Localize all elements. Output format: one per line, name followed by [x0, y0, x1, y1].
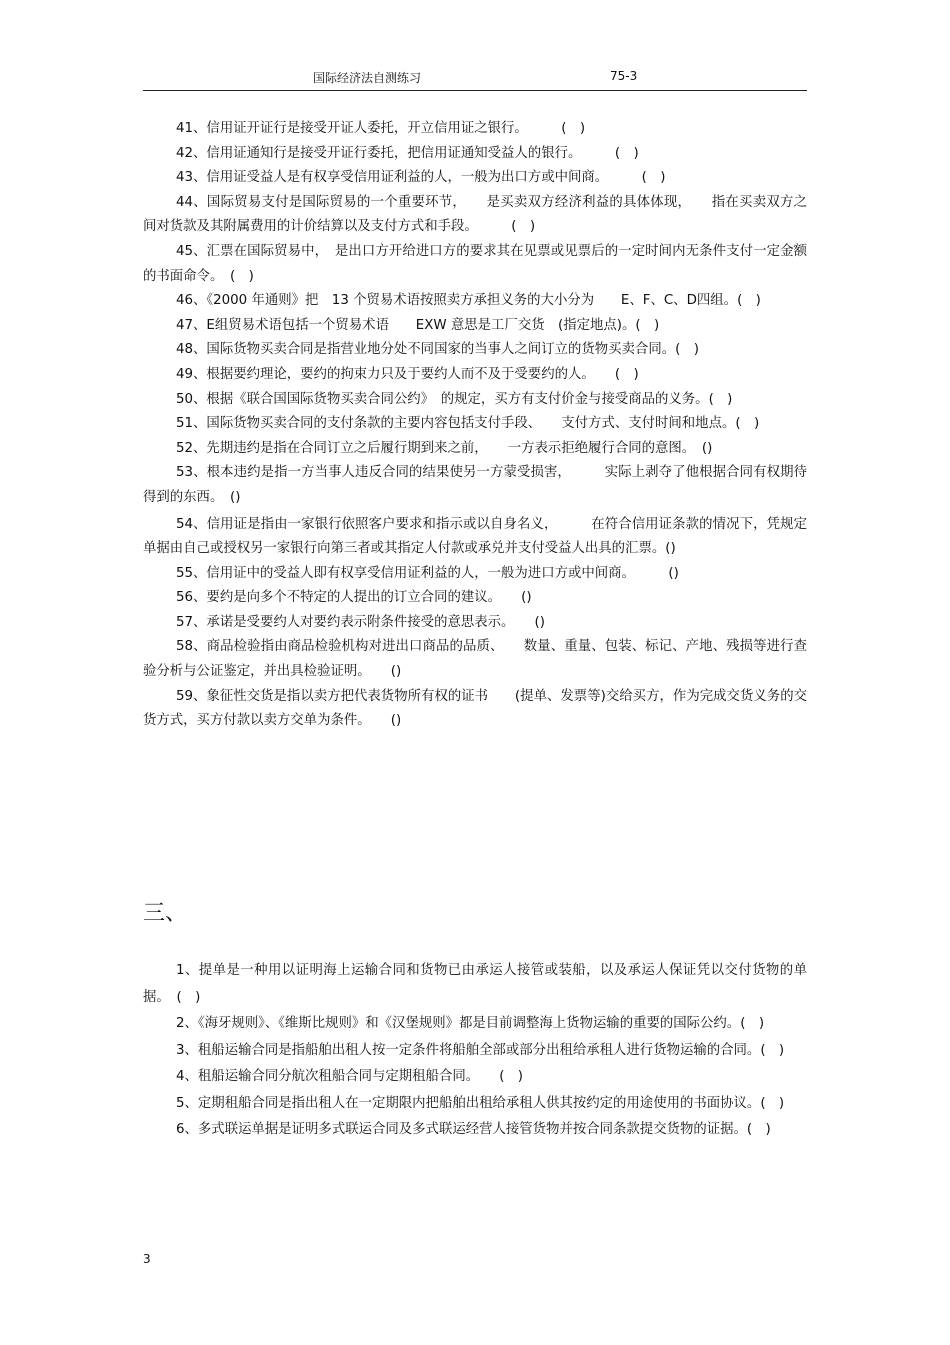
question-53: 53、根本违约是指一方当事人违反合同的结果使另一方蒙受损害， 实际上剥夺了他根据合同有权期待得到的东西。 () [143, 465, 807, 505]
page-number: 3 [143, 1252, 151, 1266]
header-code: 75-3 [610, 69, 638, 83]
question-50: 50、根据《联合国国际货物买卖合同公约》 的规定，买方有支付价金与接受商品的义务。( ) [176, 391, 733, 407]
question-57: 57、承诺是受要约人对要约表示附条件接受的意思表示。 () [176, 614, 545, 630]
question-52: 52、先期违约是指在合同订立之后履行期到来之前， 一方表示拒绝履行合同的意图。 () [176, 440, 713, 456]
question-55: 55、信用证中的受益人即有权享受信用证利益的人，一般为进口方或中间商。 () [176, 565, 679, 581]
question-42: 42、信用证通知行是接受开证行委托，把信用证通知受益人的银行。 ( ) [176, 145, 639, 161]
question-45: 45、汇票在国际贸易中， 是出口方开给进口方的要求其在见票或见票后的一定时间内无条件支付一定金额的书面命令。 ( ) [143, 243, 807, 284]
question-3-3: 3、租船运输合同是指船舶出租人按一定条件将船舶全部或部分出租给承租人进行货物运输的合同。( ) [176, 1042, 785, 1058]
question-3-6: 6、多式联运单据是证明多式联运合同及多式联运经营人接管货物并按合同条款提交货物的证据。( ) [176, 1122, 771, 1137]
question-46: 46、《2000 年通则》把 13 个贸易术语按照卖方承担义务的大小分为 E、F、C、D四组。( ) [176, 293, 761, 309]
question-list-section-3 [143, 958, 807, 1144]
question-44: 44、国际贸易支付是国际贸易的一个重要环节， 是买卖双方经济利益的具体体现， 指在买卖双方之间对货款及其附属费用的计价结算以及支付方式和手段。 ( ) [143, 194, 807, 235]
page-header [143, 64, 807, 91]
question-3-1: 1、提单是一种用以证明海上运输合同和货物已由承运人接管或装船，以及承运人保证凭以交付货物的单据。 ( ) [143, 963, 807, 1005]
question-43: 43、信用证受益人是有权享受信用证利益的人，一般为出口方或中间商。 ( ) [176, 170, 666, 186]
question-59: 59、象征性交货是指以卖方把代表货物所有权的证书 (提单、发票等)交给买方，作为完成交货义务的交货方式，买方付款以卖方交单为条件。 () [143, 688, 807, 729]
question-3-5: 5、定期租船合同是指出租人在一定期限内把船舶出租给承租人供其按约定的用途使用的书面协议。( ) [176, 1095, 785, 1111]
question-list-section-2 [143, 117, 807, 734]
question-58: 58、商品检验指由商品检验机构对进出口商品的品质、 数量、重量、包装、标记、产地、残损等进行查验分析与公证鉴定，并出具检验证明。 () [143, 639, 807, 680]
question-54: 54、信用证是指由一家银行依照客户要求和指示或以自身名义， 在符合信用证条款的情况下，凭规定单据由自己或授权另一家银行向第三者或其指定人付款或承兑并支付受益人出具的汇票。() [143, 516, 807, 557]
question-49: 49、根据要约理论，要约的拘束力只及于要约人而不及于受要约的人。 ( ) [176, 366, 639, 382]
question-3-2: 2、《海牙规则》、《维斯比规则》和《汉堡规则》都是目前调整海上货物运输的重要的国际公约。( ) [176, 1016, 765, 1031]
question-51: 51、国际货物买卖合同的支付条款的主要内容包括支付手段、 支付方式、支付时间和地点。( ) [176, 416, 760, 432]
question-47: 47、E组贸易术语包括一个贸易术语 EXW 意思是工厂交货 (指定地点)。( ) [176, 317, 660, 333]
section-heading-3: 三、 [143, 901, 188, 926]
question-41: 41、信用证开证行是接受开证人委托，开立信用证之银行。 ( ) [176, 121, 586, 136]
question-48: 48、国际货物买卖合同是指营业地分处不同国家的当事人之间订立的货物买卖合同。( ) [176, 342, 699, 358]
question-56: 56、要约是向多个不特定的人提出的订立合同的建议。 () [176, 590, 532, 606]
question-3-4: 4、租船运输合同分航次租船合同与定期租船合同。 ( ) [176, 1069, 524, 1084]
header-title: 国际经济法自测练习 [313, 71, 422, 85]
